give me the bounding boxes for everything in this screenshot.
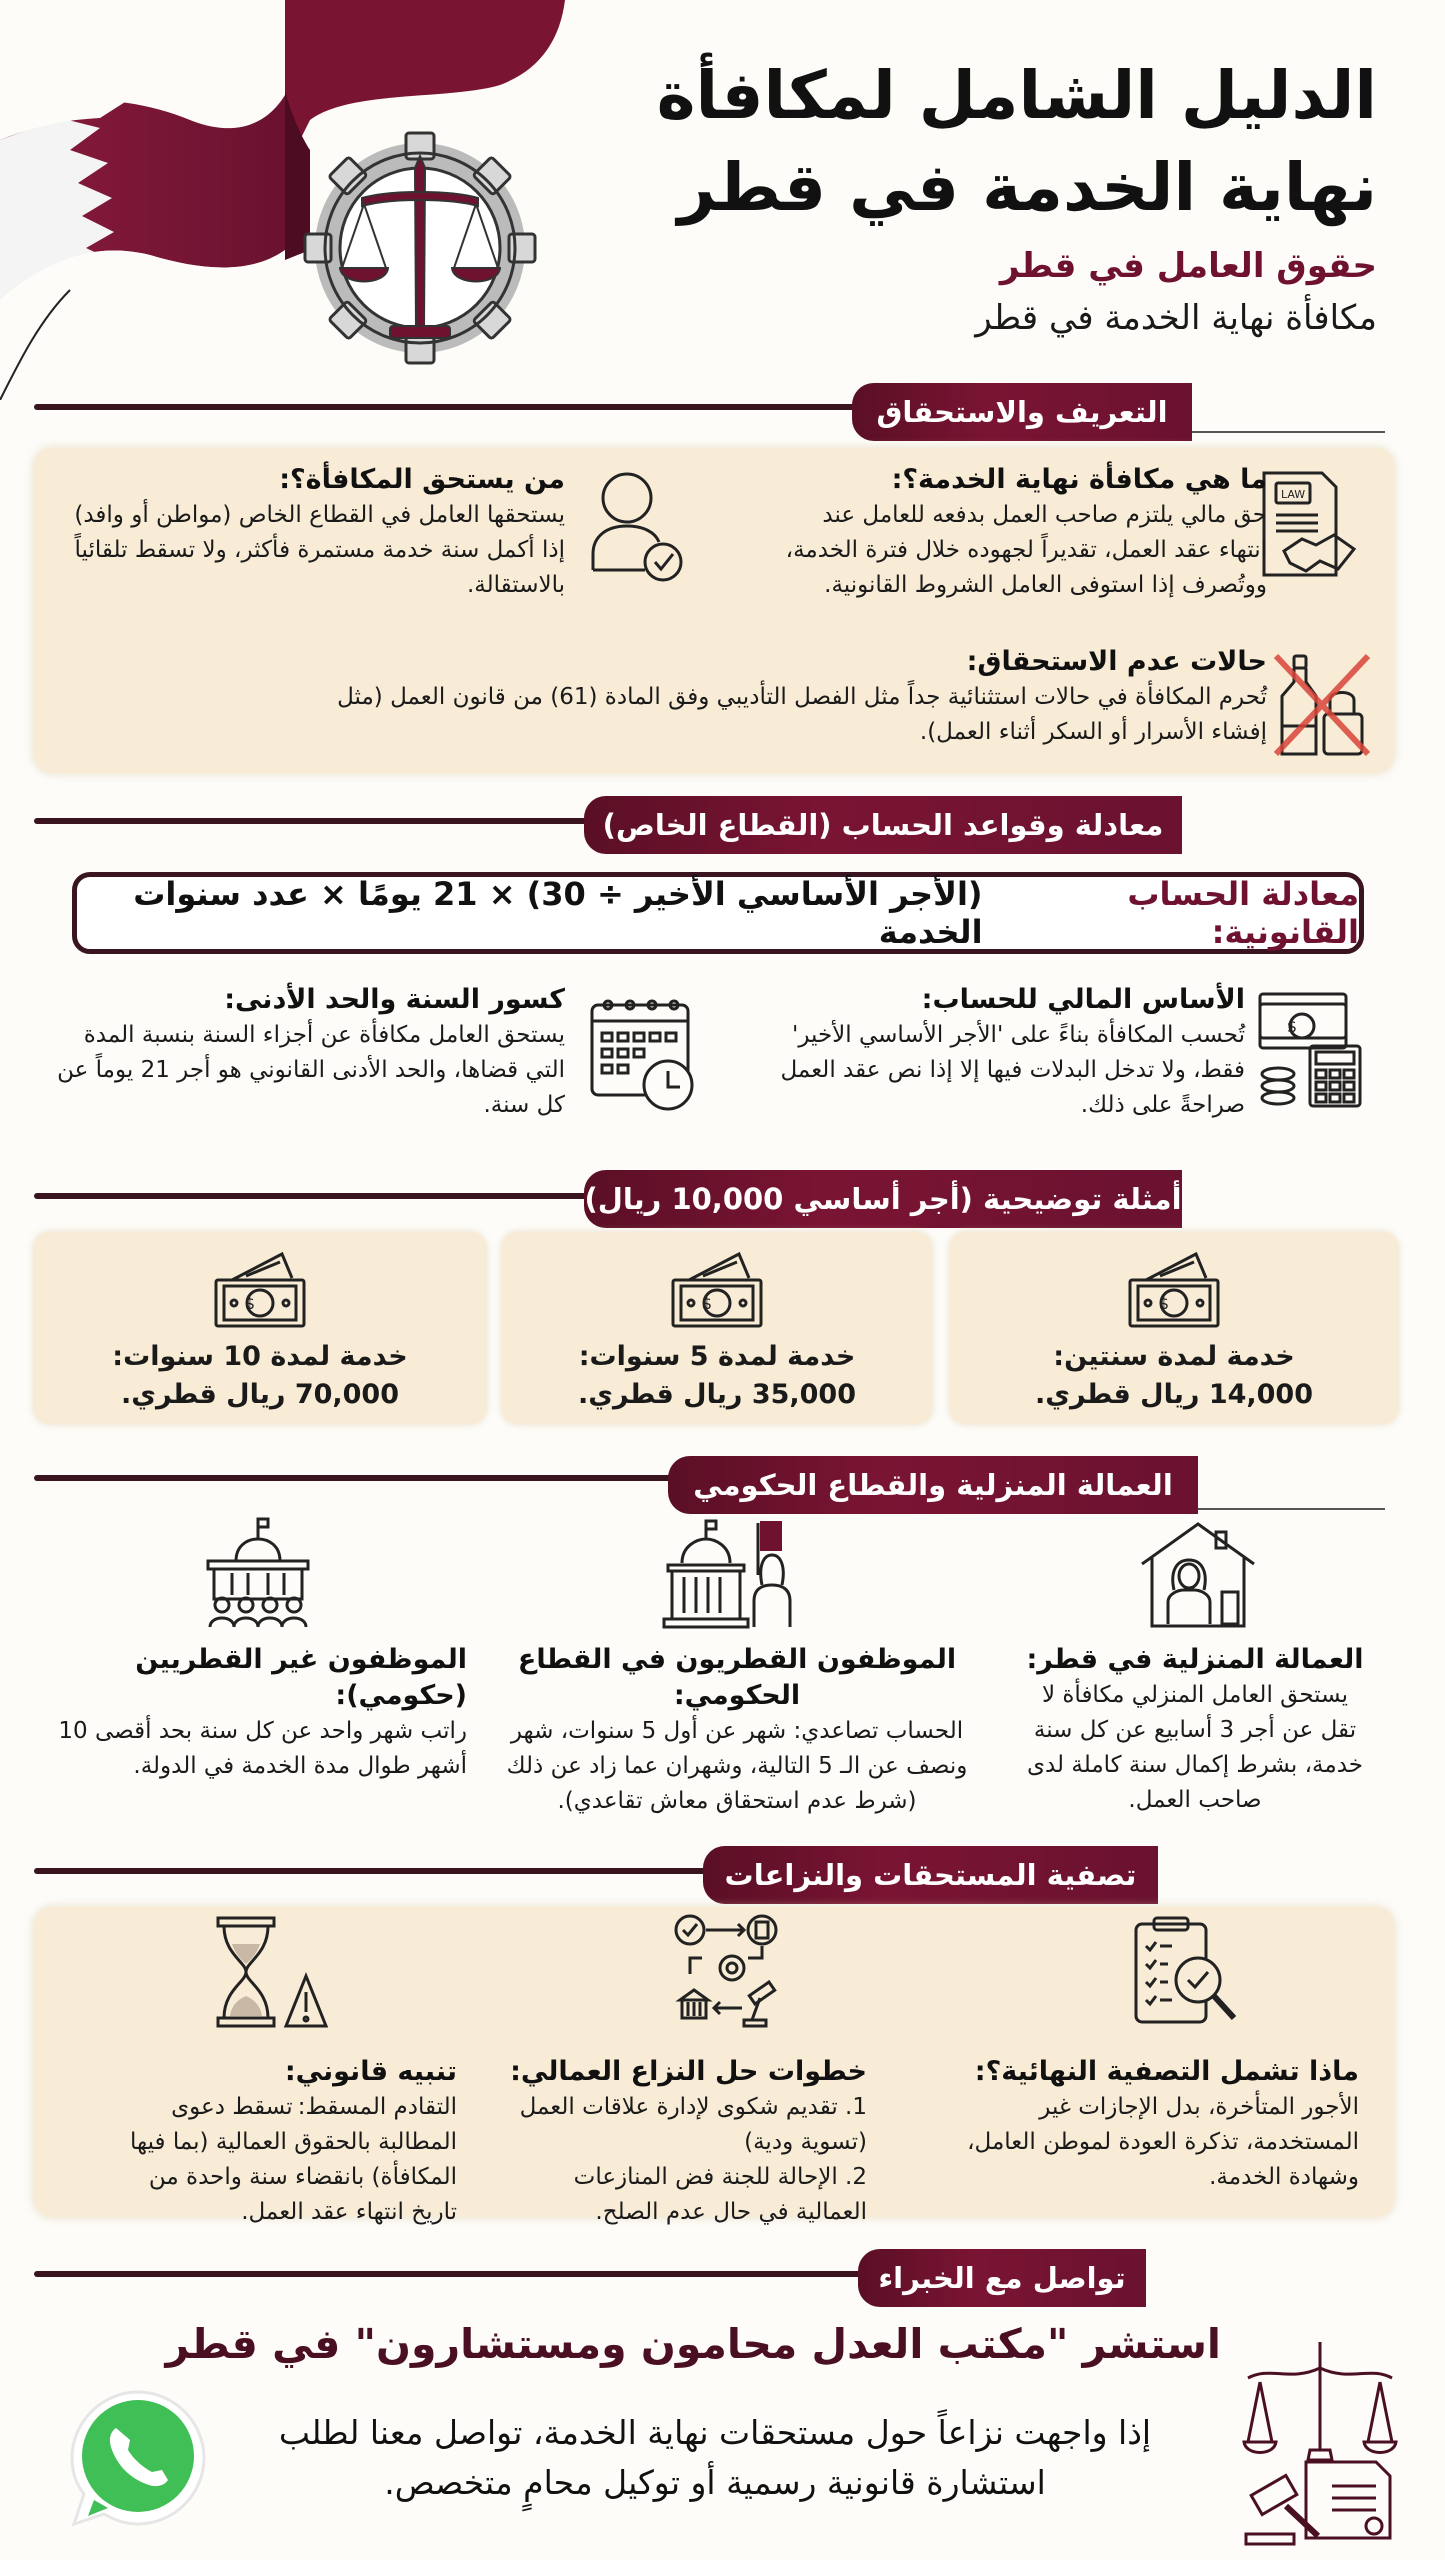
final-settlement-block (959, 2054, 1359, 2195)
who-deserves-block (45, 462, 565, 603)
what-is-block (767, 462, 1267, 603)
contact-text: إذا واجهت نزاعاً حول مستحقات نهاية الخدمة، تواصل معنا لطلب استشارة قانونية رسمية أو توكيل محامٍ متخصص. (278, 2413, 1152, 2502)
example-amount: 35,000 ريال قطري. (577, 1379, 857, 1410)
section-banner-settlement: تصفية المستحقات والنزاعات (703, 1846, 1158, 1904)
scales-gavel-document-icon (1240, 2338, 1400, 2548)
year-fractions-title: كسور السنة والحد الأدنى: (224, 984, 565, 1015)
financial-basis-text: تُحسب المكافأة بناءً على 'الأجر الأساسي الأخير' فقط، ولا تدخل البدلات فيها إلا إذا نص عقد العمل صراحةً على ذلك. (780, 1022, 1245, 1118)
section-divider-thin (1190, 431, 1385, 433)
formula-value: (الأجر الأساسي الأخير ÷ 30) × 21 يومًا × عدد سنوات الخدمة (133, 875, 983, 951)
dispute-steps-block (507, 2054, 867, 2230)
government-building-citizen-icon (662, 1515, 802, 1630)
svg-text:$: $ (701, 1294, 712, 1313)
cash-wallet-icon (669, 1250, 765, 1330)
cash-wallet-icon (212, 1250, 308, 1330)
no-alcohol-no-secrets-icon (1272, 650, 1372, 760)
section-banner-domestic-gov: العمالة المنزلية والقطاع الحكومي (668, 1456, 1198, 1514)
qatari-gov-title: الموظفون القطريون في القطاع الحكومي: (517, 1644, 957, 1711)
legal-warning-text: تسقط دعوى المطالبة بالحقوق العمالية (بما فيها المكافأة) بانقضاء سنة واحدة من تاريخ انتهاء عقد العمل. (129, 2094, 457, 2225)
section-divider (34, 1193, 594, 1199)
example-card-2-years (950, 1232, 1398, 1424)
title-line-2: نهاية الخدمة في قطر (677, 149, 1377, 226)
section-banner-definition: التعريف والاستحقاق (852, 383, 1192, 441)
what-is-title: ما هي مكافأة نهاية الخدمة؟: (891, 464, 1267, 495)
example-card-5-years (502, 1232, 932, 1424)
example-card-10-years (34, 1232, 486, 1424)
domestic-workers-title: العمالة المنزلية في قطر: (1026, 1644, 1364, 1675)
svg-text:LAW: LAW (1281, 488, 1306, 501)
section-divider (34, 404, 874, 410)
who-deserves-text: يستحقها العامل في القطاع الخاص (مواطن أو وافد) إذا أكمل سنة خدمة مستمرة فأكثر، ولا تسقط تلقائياً بالاستقالة. (74, 502, 565, 598)
svg-text:$: $ (1286, 1017, 1297, 1036)
domestic-workers-text: يستحق العامل المنزلي مكافأة لا تقل عن أجر 3 أسابيع عن كل سنة خدمة، بشرط إكمال سنة كاملة لدى صاحب العمل. (1026, 1682, 1363, 1813)
year-fractions-text: يستحق العامل مكافأة عن أجزاء السنة بنسبة المدة التي قضاها، والحد الأدنى القانوني هو أجر 21 يوماً عن كل سنة. (57, 1022, 565, 1118)
section-banner-examples: أمثلة توضيحية (أجر أساسي 10,000 ريال) (584, 1170, 1182, 1228)
header-graphic (0, 0, 580, 400)
section-divider (34, 818, 594, 824)
what-is-text: حق مالي يلتزم صاحب العمل بدفعه للعامل عند انتهاء عقد العمل، تقديراً لجهوده خلال فترة الخدمة، ووتُصرف إذا استوفى العامل الشروط القانونية. (785, 502, 1267, 598)
section-divider (34, 2271, 874, 2277)
dispute-step-1: 1. تقديم شكوى لإدارة علاقات العمل (تسوية ودية) (519, 2094, 867, 2155)
final-settlement-text: الأجور المتأخرة، بدل الإجازات غير المستخدمة، تذكرة العودة لموطن العامل، وشهادة الخدمة. (967, 2094, 1359, 2190)
section-banner-contact: تواصل مع الخبراء (858, 2249, 1146, 2307)
title-line-1: الدليل الشامل لمكافأة (656, 57, 1377, 134)
subtitle-secondary: مكافأة نهاية الخدمة في قطر (975, 298, 1377, 338)
dispute-step-2: 2. الإحالة للجنة فض المنازعات العمالية في حال عدم الصلح. (573, 2164, 867, 2225)
qatari-gov-text: الحساب تصاعدي: شهر عن أول 5 سنوات، شهر ونصف عن الـ 5 التالية، وشهران عما زاد عن ذلك (شرط عدم استحقاق معاش تقاعدي). (506, 1718, 968, 1814)
svg-text:$: $ (1158, 1294, 1169, 1313)
section-divider (34, 1868, 714, 1874)
law-document-handshake-icon (1254, 465, 1364, 585)
user-check-icon (585, 468, 695, 588)
year-fractions-block (45, 982, 565, 1123)
government-building-people-icon (198, 1515, 318, 1630)
clipboard-magnifier-icon (1128, 1912, 1248, 2027)
house-worker-icon (1138, 1520, 1258, 1630)
example-amount: 14,000 ريال قطري. (1034, 1379, 1314, 1410)
example-duration: خدمة لمدة سنتين: (1053, 1341, 1295, 1372)
qatari-gov-block (497, 1642, 977, 1819)
domestic-workers-block (1025, 1642, 1365, 1818)
dispute-steps-title: خطوات حل النزاع العمالي: (510, 2056, 867, 2087)
example-duration: خدمة لمدة 10 سنوات: (112, 1341, 408, 1372)
scales-of-justice-gear-icon (300, 128, 540, 368)
legal-warning-block (97, 2054, 457, 2230)
section-divider-thin (1195, 1508, 1385, 1510)
financial-basis-title: الأساس المالي للحساب: (921, 984, 1245, 1015)
money-calculator-icon (1256, 990, 1366, 1110)
non-qatari-gov-title: الموظفون غير القطريين (حكومي): (135, 1644, 467, 1711)
section-banner-formula: معادلة وقواعد الحساب (القطاع الخاص) (584, 796, 1182, 854)
calendar-clock-icon (588, 995, 698, 1115)
exclusions-title: حالات عدم الاستحقاق: (966, 646, 1267, 677)
svg-text:$: $ (244, 1294, 255, 1313)
cash-wallet-icon (1126, 1250, 1222, 1330)
dispute-process-icon (672, 1912, 792, 2030)
legal-warning-title: تنبيه قانوني: (284, 2056, 457, 2087)
exclusions-block (287, 644, 1267, 750)
example-amount: 70,000 ريال قطري. (120, 1379, 400, 1410)
legal-warning-subtitle: التقادم المسقط: (297, 2094, 457, 2120)
final-settlement-title: ماذا تشمل التصفية النهائية؟: (974, 2056, 1359, 2087)
whatsapp-button[interactable] (64, 2384, 212, 2532)
hourglass-warning-icon (212, 1914, 332, 2029)
financial-basis-block (745, 982, 1245, 1123)
section-divider (34, 1475, 674, 1481)
contact-title: استشر "مكتب العدل محامون ومستشارون" في قطر (165, 2320, 1221, 2368)
who-deserves-title: من يستحق المكافأة؟: (279, 464, 565, 495)
non-qatari-gov-text: راتب شهر واحد عن كل سنة بحد أقصى 10 أشهر طوال مدة الخدمة في الدولة. (58, 1718, 467, 1779)
example-duration: خدمة لمدة 5 سنوات: (578, 1341, 856, 1372)
formula-label: معادلة الحساب القانونية: (1127, 875, 1359, 951)
exclusions-text: تُحرم المكافأة في حالات استثنائية جداً مثل الفصل التأديبي وفق المادة (61) من قانون العمل (مثل إفشاء الأسرار أو السكر أثناء العمل). (337, 684, 1267, 745)
subtitle-primary: حقوق العامل في قطر (999, 246, 1377, 286)
page-title (597, 50, 1377, 234)
non-qatari-gov-block (27, 1642, 467, 1784)
formula-box (72, 872, 1364, 954)
whatsapp-icon (64, 2384, 212, 2532)
